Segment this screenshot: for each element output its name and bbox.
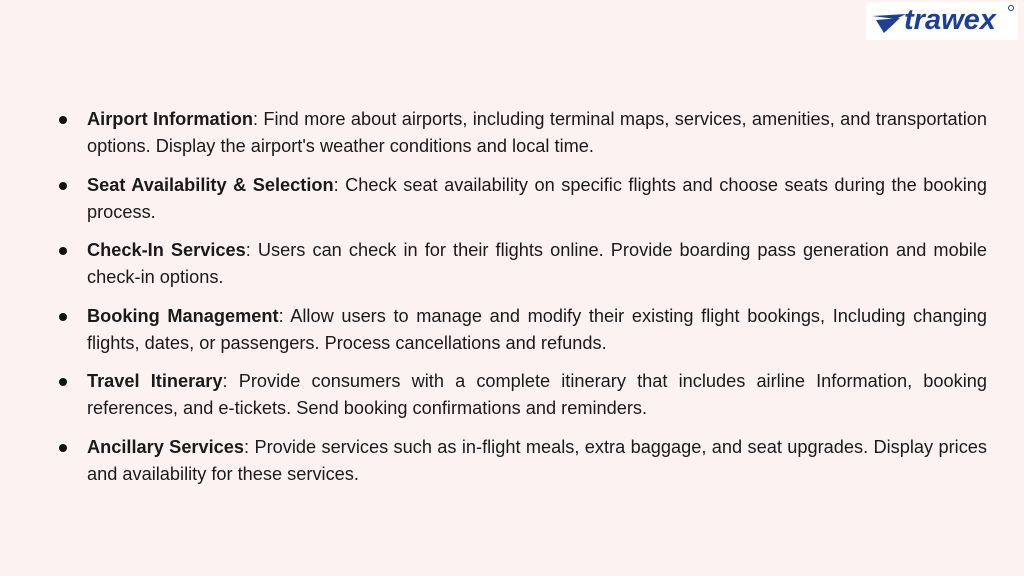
feature-item-check-in-services — [56, 237, 987, 291]
feature-description: : Check seat availability on specific flights and choose seats during the booking process. — [87, 174, 987, 222]
features-section — [56, 106, 987, 499]
bullet-icon — [59, 116, 67, 124]
feature-description: : Allow users to manage and modify their existing flight bookings, Including changing flights, dates, or passengers. Process cancellations and refunds. — [87, 305, 987, 353]
registered-mark-icon — [1008, 5, 1014, 11]
feature-description: : Provide consumers with a complete itinerary that includes airline Information, booking references, and e-tickets. Send booking confirmations and reminders. — [87, 371, 987, 418]
feature-item-booking-management — [56, 303, 987, 357]
feature-item-ancillary-services — [56, 434, 987, 488]
bullet-icon — [59, 247, 67, 255]
feature-description: : Users can check in for their flights online. Provide boarding pass generation and mobile check-in options. — [87, 240, 988, 287]
bullet-icon — [59, 378, 67, 386]
logo-wordmark: trawex — [904, 3, 996, 36]
feature-item-travel-itinerary — [56, 368, 987, 422]
feature-item-airport-information — [56, 106, 987, 160]
feature-description: : Provide services such as in-flight meals, extra baggage, and seat upgrades. Display prices and availability for these services. — [87, 436, 987, 484]
bullet-icon — [59, 444, 67, 452]
feature-term: Seat Availability & Selection — [87, 174, 334, 195]
bullet-icon — [59, 182, 67, 190]
plane-swoosh-icon — [870, 7, 908, 35]
trawex-logo — [866, 2, 1018, 40]
feature-item-seat-availability — [56, 172, 987, 226]
features-list — [56, 106, 987, 488]
feature-term: Ancillary Services — [87, 436, 245, 457]
feature-term: Airport Information — [87, 109, 253, 129]
feature-term: Travel Itinerary — [87, 371, 223, 391]
bullet-icon — [59, 313, 67, 321]
feature-term: Booking Management — [87, 305, 279, 326]
feature-description: : Find more about airports, including terminal maps, services, amenities, and transportation options. Display the airport's weather conditions and local time. — [87, 109, 987, 156]
feature-term: Check-In Services — [87, 240, 246, 260]
